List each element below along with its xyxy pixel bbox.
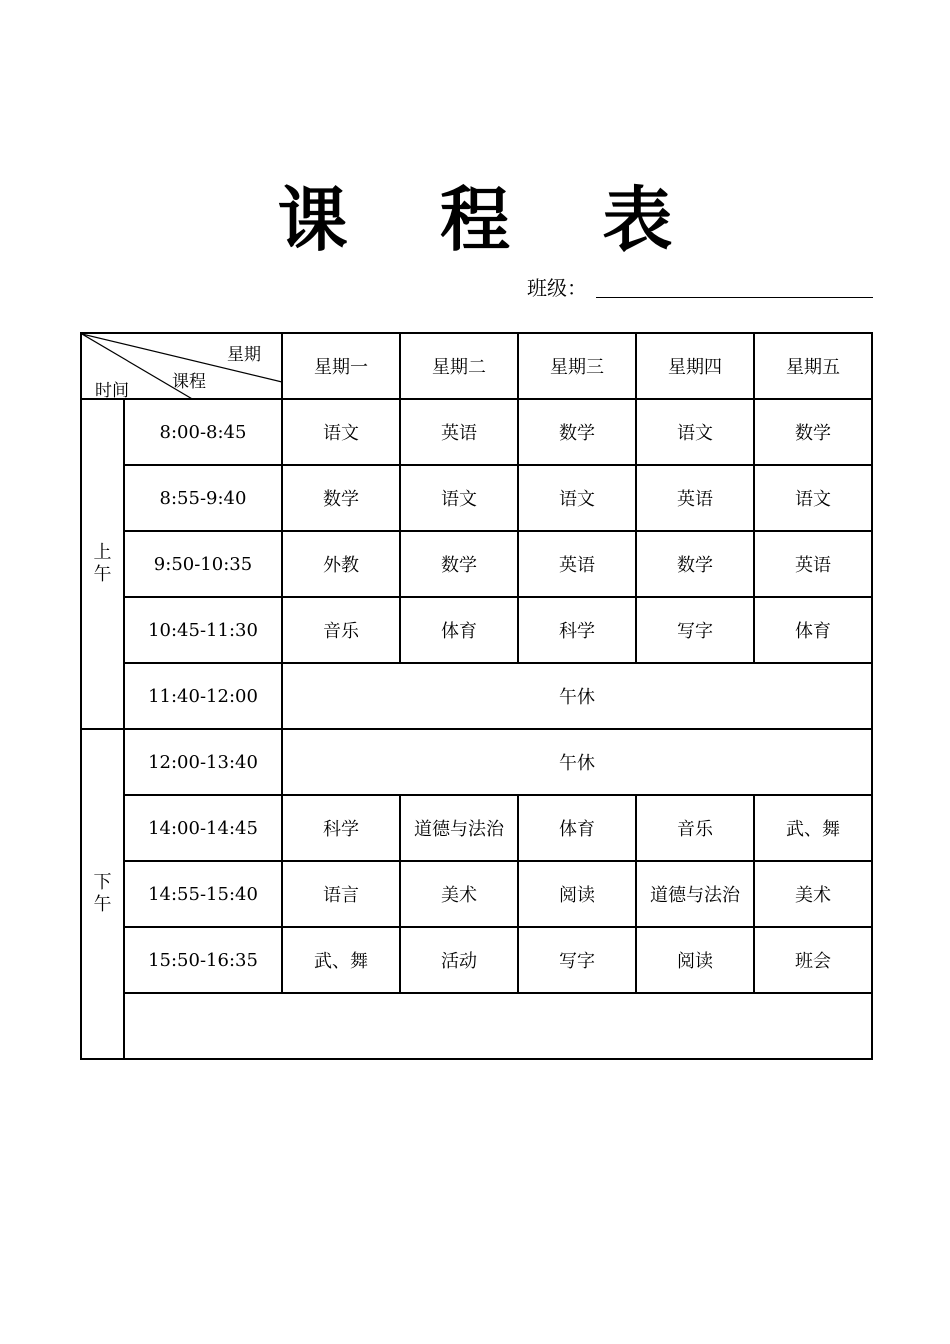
table-row: [81, 465, 872, 531]
course-cell: 活动: [400, 927, 518, 993]
course-cell: 语文: [400, 465, 518, 531]
course-cell: 外教: [282, 531, 400, 597]
course-cell: 语文: [636, 399, 754, 465]
course-cell: 音乐: [282, 597, 400, 663]
course-cell: 美术: [754, 861, 872, 927]
course-cell: 科学: [518, 597, 636, 663]
course-cell: 语文: [754, 465, 872, 531]
table-row: [81, 927, 872, 993]
day-header: 星期五: [754, 333, 872, 399]
table-row: [81, 399, 872, 465]
course-cell: 数学: [282, 465, 400, 531]
time-cell: 9:50-10:35: [124, 531, 282, 597]
table-row: [81, 861, 872, 927]
day-header: 星期四: [636, 333, 754, 399]
course-cell: 阅读: [636, 927, 754, 993]
course-cell: 语文: [282, 399, 400, 465]
course-cell: 语文: [518, 465, 636, 531]
schedule-table: [80, 332, 873, 1060]
course-cell: 写字: [518, 927, 636, 993]
time-cell: 11:40-12:00: [124, 663, 282, 729]
course-cell: 英语: [518, 531, 636, 597]
course-cell: 武、舞: [282, 927, 400, 993]
corner-time-label: 时间: [95, 381, 129, 401]
course-cell: 武、舞: [754, 795, 872, 861]
course-cell: 班会: [754, 927, 872, 993]
time-cell: 15:50-16:35: [124, 927, 282, 993]
table-row: [81, 597, 872, 663]
time-cell: 14:00-14:45: [124, 795, 282, 861]
time-cell: 8:00-8:45: [124, 399, 282, 465]
table-row: [81, 729, 872, 795]
empty-row-cell: [124, 993, 872, 1059]
header-row: [81, 333, 872, 399]
table-row: [81, 663, 872, 729]
corner-course-label: 课程: [172, 372, 206, 392]
course-cell: 美术: [400, 861, 518, 927]
course-cell: 道德与法治: [636, 861, 754, 927]
time-cell: 8:55-9:40: [124, 465, 282, 531]
table-row: [81, 531, 872, 597]
time-cell: 12:00-13:40: [124, 729, 282, 795]
time-cell: 14:55-15:40: [124, 861, 282, 927]
page-title: 课 程 表: [277, 179, 707, 261]
day-header: 星期二: [400, 333, 518, 399]
course-cell: 体育: [400, 597, 518, 663]
lunch-break-cell: 午休: [282, 729, 872, 795]
course-cell: 英语: [754, 531, 872, 597]
afternoon-period-label: 下午: [93, 872, 112, 915]
course-cell: 体育: [754, 597, 872, 663]
table-row: [81, 795, 872, 861]
course-cell: 写字: [636, 597, 754, 663]
time-cell: 10:45-11:30: [124, 597, 282, 663]
morning-period-label: 上午: [93, 542, 112, 585]
course-cell: 数学: [400, 531, 518, 597]
day-header: 星期三: [518, 333, 636, 399]
course-cell: 数学: [518, 399, 636, 465]
course-cell: 数学: [754, 399, 872, 465]
course-cell: 语言: [282, 861, 400, 927]
morning-period-cell: [81, 399, 124, 729]
afternoon-period-cell: [81, 729, 124, 1059]
day-header: 星期一: [282, 333, 400, 399]
table-row: [81, 993, 872, 1059]
course-cell: 阅读: [518, 861, 636, 927]
course-cell: 科学: [282, 795, 400, 861]
corner-header-cell: [81, 333, 282, 399]
corner-week-label: 星期: [227, 345, 261, 365]
lunch-break-cell: 午休: [282, 663, 872, 729]
course-cell: 音乐: [636, 795, 754, 861]
course-cell: 英语: [400, 399, 518, 465]
course-cell: 数学: [636, 531, 754, 597]
course-cell: 英语: [636, 465, 754, 531]
class-label: 班级：: [527, 276, 587, 300]
course-cell: 体育: [518, 795, 636, 861]
course-cell: 道德与法治: [400, 795, 518, 861]
class-input-line: [596, 297, 873, 298]
